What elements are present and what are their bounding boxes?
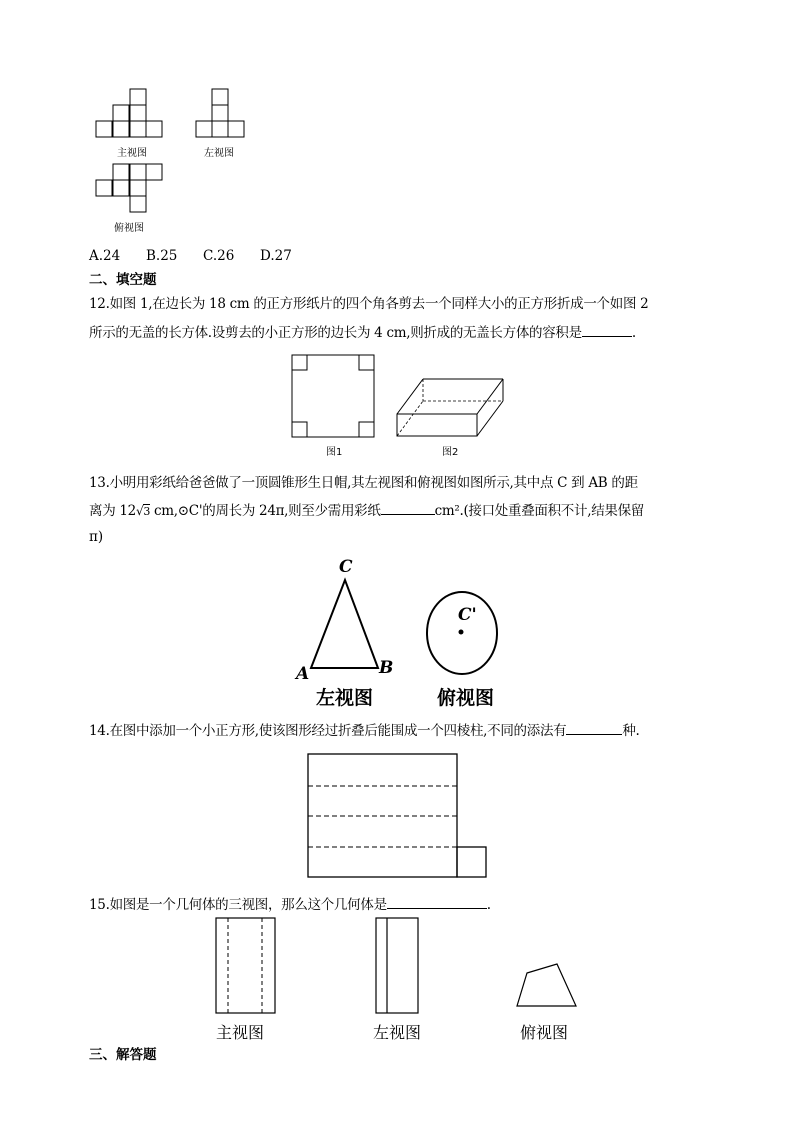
option-b: B.25	[146, 248, 178, 264]
q15-left-label: 左视图	[373, 1023, 422, 1042]
q14-end: 种.	[622, 723, 640, 739]
q12-line1: 12.如图 1,在边长为 18 cm 的正方形纸片的四个角各剪去一个同样大小的正方形折成一个如图 2	[89, 296, 649, 312]
option-d: D.27	[260, 248, 292, 264]
q13-line2b: cm,⊙C'的周长为 24π,则至少需用彩纸	[150, 503, 381, 519]
q13-left-view-label: 左视图	[316, 687, 374, 709]
sqrt-radicand: 3	[143, 505, 151, 518]
q12-line2-text: 所示的无盖的长方体.设剪去的小正方形的边长为 4 cm,则折成的无盖长方体的容积是	[89, 325, 582, 341]
left-view-label: 左视图	[204, 148, 234, 159]
option-c: C.26	[203, 248, 235, 264]
q13-top-view-label: 俯视图	[437, 687, 495, 709]
q13-line3: π)	[89, 529, 104, 545]
label-a: A	[296, 664, 310, 684]
label-c-prime: C'	[458, 605, 477, 625]
q12-end: .	[631, 325, 636, 341]
q15-end: .	[486, 897, 491, 913]
option-a: A.24	[89, 248, 121, 264]
section-heading-answer: 三、解答题	[89, 1047, 157, 1063]
q13-line2a: 离为 12	[89, 503, 136, 519]
label-b: B	[379, 658, 394, 678]
q15-text: 15.如图是一个几何体的三视图，那么这个几何体是	[89, 897, 387, 913]
q14-text: 14.在图中添加一个小正方形,使该图形经过折叠后能围成一个四棱柱,不同的添法有	[89, 723, 567, 739]
top-view-label: 俯视图	[114, 223, 144, 234]
front-view-label: 主视图	[117, 148, 147, 159]
q15-top-label: 俯视图	[520, 1023, 569, 1042]
sqrt-symbol: √	[135, 504, 144, 518]
fig2-label: 图2	[442, 447, 459, 458]
fig1-label: 图1	[326, 447, 343, 458]
section-heading-fill-blank: 二、填空题	[89, 272, 157, 288]
label-c: C	[339, 557, 353, 577]
q13-line1: 13.小明用彩纸给爸爸做了一顶圆锥形生日帽,其左视图和俯视图如图所示,其中点 C 到 AB 的距	[89, 475, 638, 491]
q15-front-label: 主视图	[216, 1023, 265, 1042]
q13-line2c: cm².(接口处重叠面积不计,结果保留	[434, 503, 645, 519]
